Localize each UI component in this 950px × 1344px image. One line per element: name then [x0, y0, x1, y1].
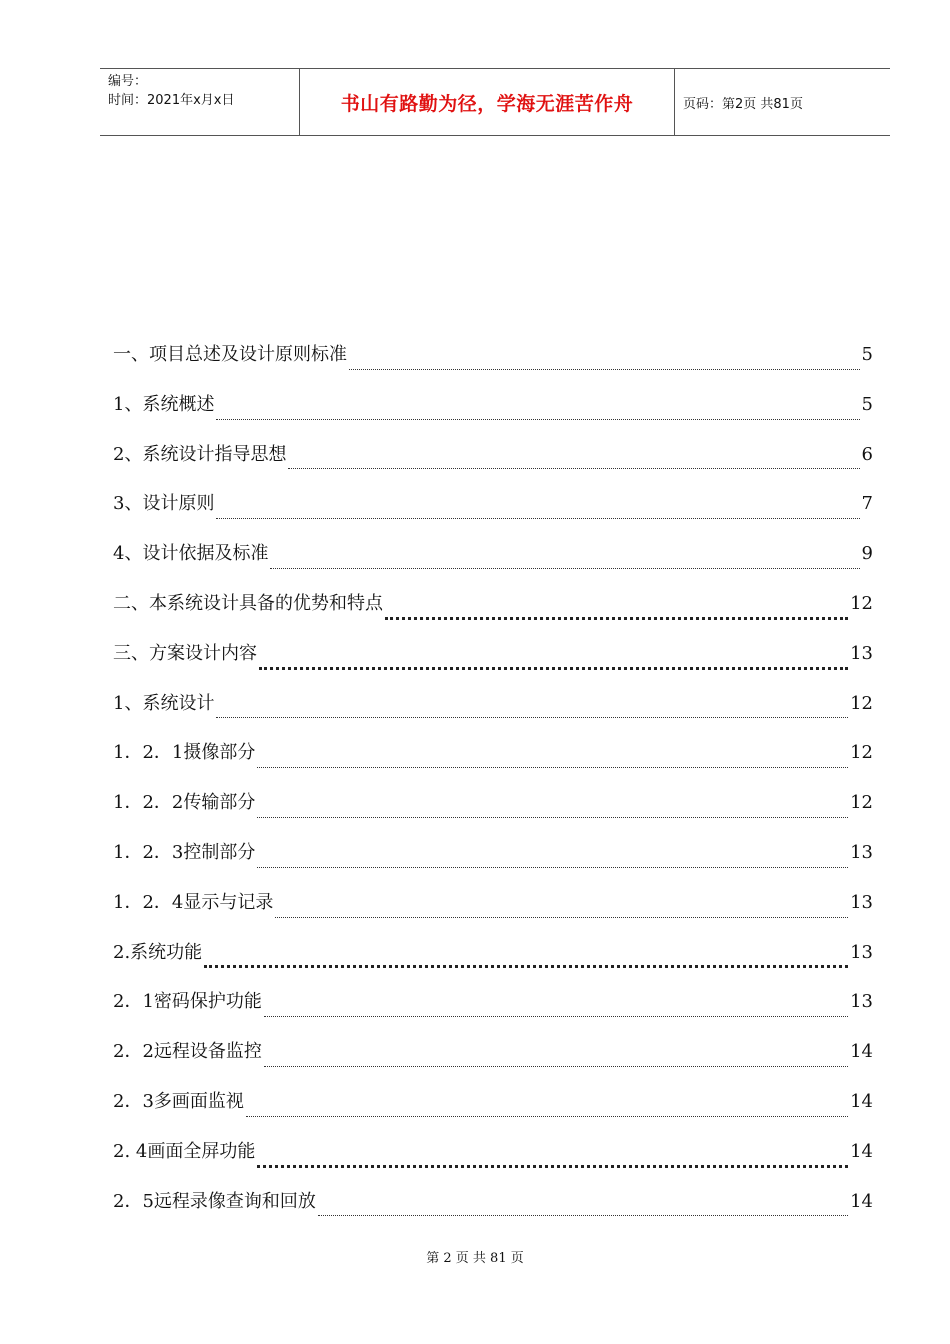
- toc-entry-label: 1．2．2传输部分: [113, 792, 256, 814]
- toc-entry-page: 13: [850, 642, 873, 664]
- table-of-contents: [113, 340, 873, 1236]
- toc-leader: [385, 616, 848, 620]
- toc-entry-label: 1．2．4显示与记录: [113, 891, 274, 913]
- toc-leader: [264, 1015, 848, 1017]
- toc-leader: [204, 964, 848, 968]
- toc-entry[interactable]: [113, 589, 873, 639]
- toc-entry[interactable]: [113, 838, 873, 888]
- number-label: 编号：: [108, 74, 148, 89]
- toc-entry-label: 4、设计依据及标准: [113, 543, 269, 565]
- toc-entry-label: 2. 4画面全屏功能: [113, 1140, 256, 1162]
- toc-entry-page: 13: [850, 991, 873, 1013]
- toc-entry-page: 12: [850, 792, 873, 814]
- toc-entry-page: 9: [861, 543, 873, 565]
- toc-entry-label: 三、方案设计内容: [113, 642, 257, 664]
- toc-entry[interactable]: [113, 1187, 873, 1237]
- toc-leader: [246, 1115, 848, 1117]
- toc-leader: [288, 467, 859, 469]
- toc-entry-label: 2．2远程设备监控: [113, 1041, 262, 1063]
- toc-entry-label: 2.系统功能: [113, 941, 203, 963]
- toc-entry-page: 14: [850, 1041, 873, 1063]
- toc-entry-label: 一、项目总述及设计原则标准: [113, 344, 347, 365]
- toc-leader: [264, 1065, 848, 1067]
- toc-entry-page: 14: [850, 1190, 873, 1212]
- header-motto: 书山有路勤为径，学海无涯苦作舟: [300, 69, 675, 135]
- toc-entry[interactable]: [113, 888, 873, 938]
- toc-entry-page: 13: [850, 841, 873, 863]
- toc-entry-label: 3、设计原则: [113, 493, 215, 515]
- toc-entry[interactable]: [113, 1137, 873, 1187]
- toc-entry-page: 12: [850, 742, 873, 764]
- toc-leader: [270, 567, 859, 569]
- toc-leader: [349, 368, 860, 370]
- toc-entry-page: 13: [850, 891, 873, 913]
- toc-entry-label: 1、系统概述: [113, 393, 215, 415]
- toc-entry-page: 12: [850, 692, 873, 714]
- header-page-info: 页码：第2页 共81页: [683, 96, 803, 112]
- toc-leader: [257, 816, 848, 818]
- toc-leader: [259, 666, 848, 670]
- toc-leader: [216, 517, 859, 519]
- toc-leader: [216, 418, 859, 420]
- toc-entry-page: 14: [850, 1140, 873, 1162]
- toc-entry[interactable]: [113, 1087, 873, 1137]
- toc-entry-page: 6: [861, 443, 873, 465]
- toc-entry[interactable]: [113, 639, 873, 689]
- toc-leader: [275, 916, 848, 918]
- toc-leader: [257, 866, 848, 868]
- toc-entry-label: 2．3多画面监视: [113, 1090, 244, 1112]
- toc-entry-label: 1．2．3控制部分: [113, 841, 256, 863]
- toc-entry-label: 2．1密码保护功能: [113, 991, 262, 1013]
- toc-entry[interactable]: [113, 390, 873, 440]
- date-label: 时间：2021年x月x日: [108, 93, 235, 108]
- toc-entry-label: 2．5远程录像查询和回放: [113, 1190, 316, 1212]
- toc-leader: [216, 716, 848, 718]
- toc-entry-page: 5: [861, 344, 873, 365]
- toc-entry-page: 7: [861, 493, 873, 515]
- toc-entry[interactable]: [113, 987, 873, 1037]
- toc-entry-page: 14: [850, 1090, 873, 1112]
- toc-entry-label: 1、系统设计: [113, 692, 215, 714]
- toc-entry-label: 2、系统设计指导思想: [113, 443, 287, 465]
- toc-leader: [318, 1214, 848, 1216]
- toc-entry[interactable]: [113, 788, 873, 838]
- toc-leader: [257, 1164, 848, 1168]
- page-header: [100, 68, 890, 136]
- toc-entry[interactable]: [113, 340, 873, 390]
- header-meta: [100, 69, 300, 135]
- page-footer: 第 2 页 共 81 页: [426, 1251, 524, 1266]
- toc-entry-label: 二、本系统设计具备的优势和特点: [113, 592, 383, 614]
- toc-leader: [257, 766, 848, 768]
- toc-entry-page: 12: [850, 592, 873, 614]
- toc-entry[interactable]: [113, 1037, 873, 1087]
- toc-entry-page: 13: [850, 941, 873, 963]
- toc-entry-label: 1．2．1摄像部分: [113, 742, 256, 764]
- toc-entry[interactable]: [113, 440, 873, 490]
- toc-entry[interactable]: [113, 539, 873, 589]
- toc-entry[interactable]: [113, 689, 873, 739]
- toc-entry[interactable]: [113, 489, 873, 539]
- toc-entry-page: 5: [861, 393, 873, 415]
- toc-entry[interactable]: [113, 938, 873, 988]
- toc-entry[interactable]: [113, 738, 873, 788]
